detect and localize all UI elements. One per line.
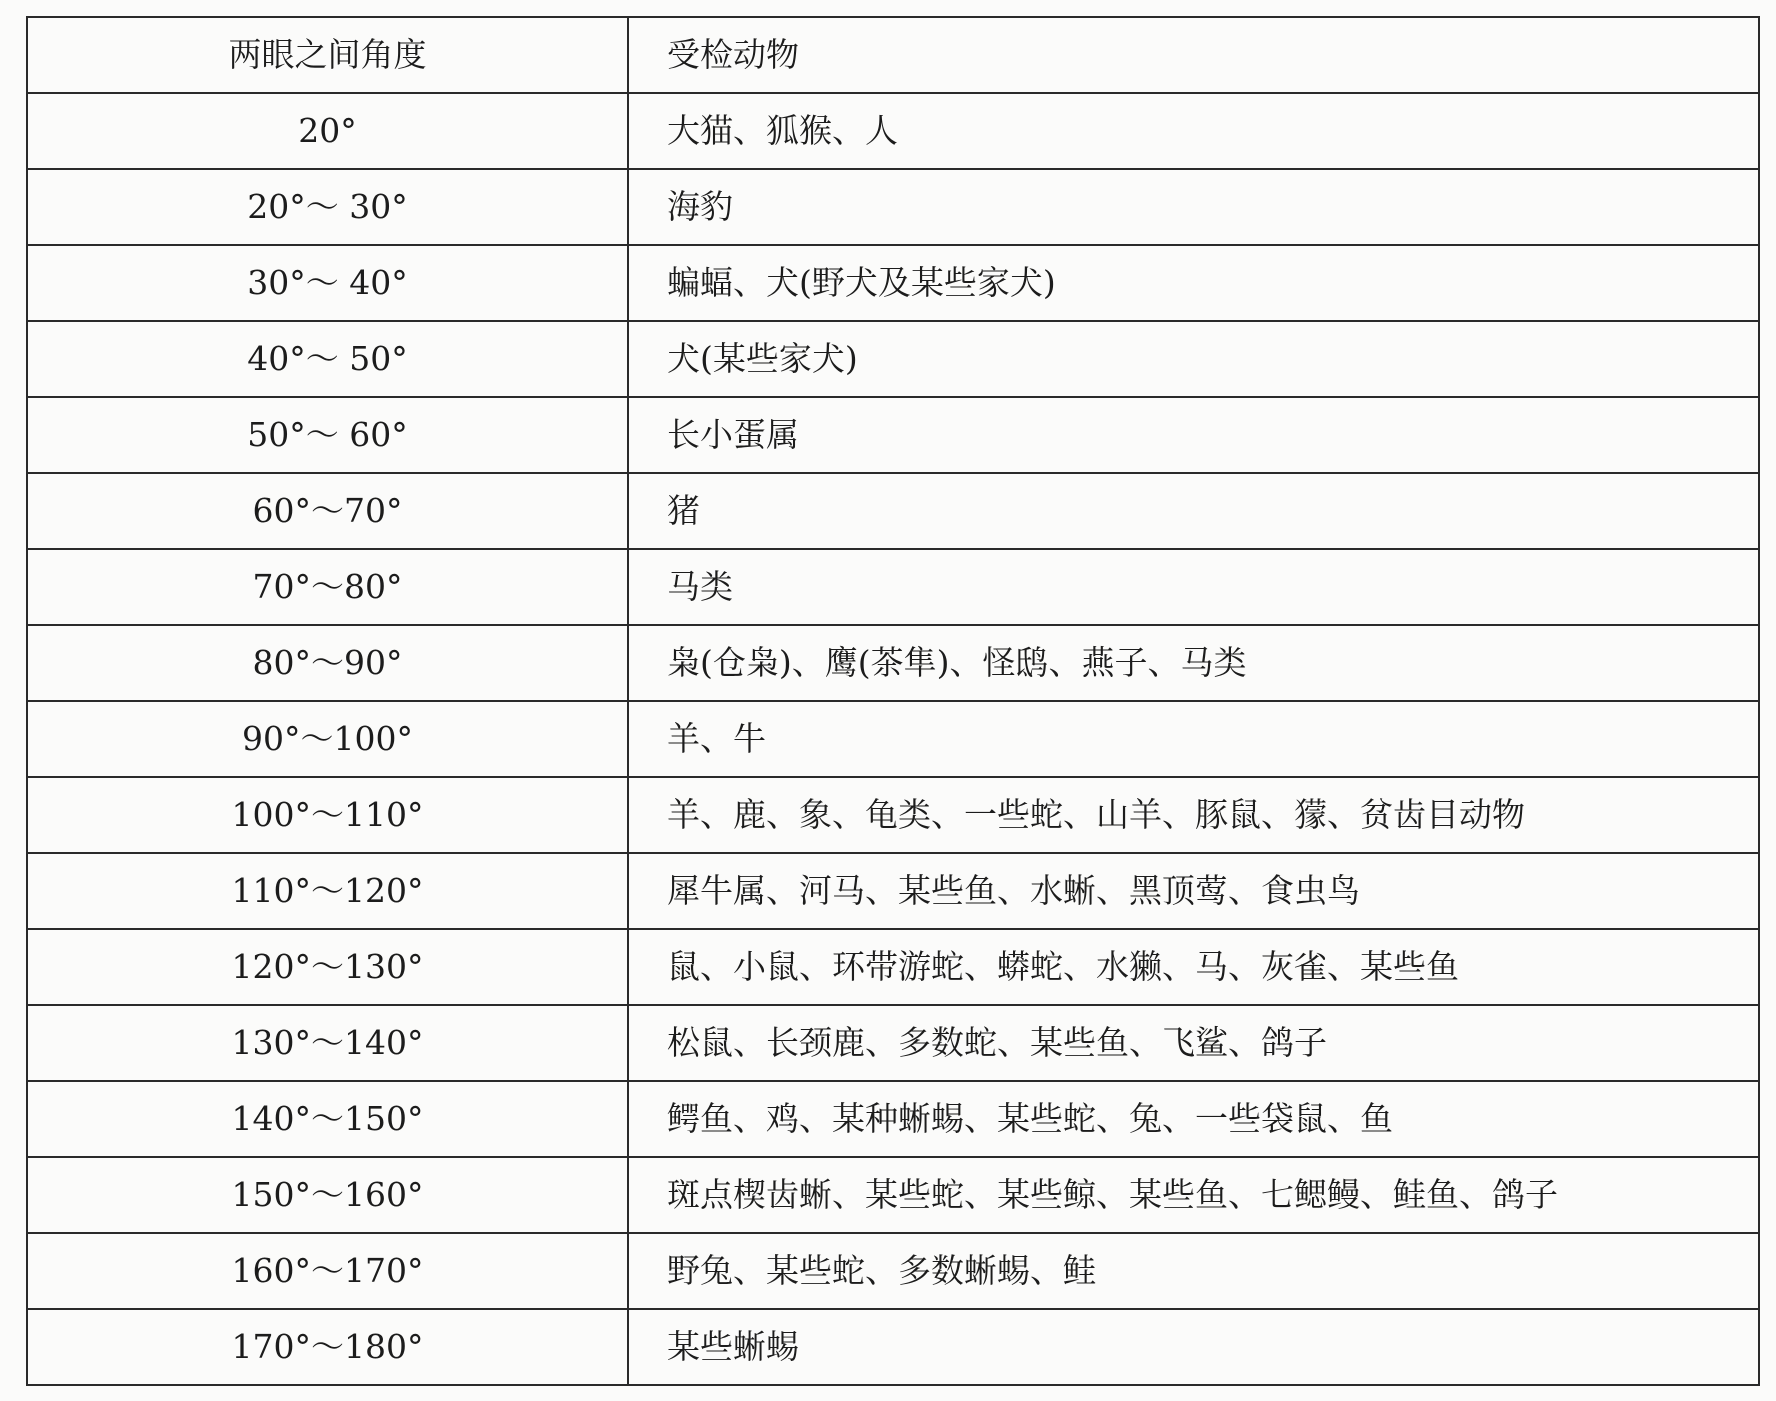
angle-cell: 80°～90°	[27, 625, 628, 701]
angle-cell: 100°～110°	[27, 777, 628, 853]
table-header-row	[27, 17, 1759, 93]
header-eye-angle: 两眼之间角度	[27, 17, 628, 93]
angle-animal-table-container	[26, 16, 1758, 1386]
table-row	[27, 929, 1759, 1005]
animals-cell: 犬(某些家犬)	[628, 321, 1759, 397]
angle-cell: 20°～ 30°	[27, 169, 628, 245]
animals-cell: 猪	[628, 473, 1759, 549]
angle-cell: 90°～100°	[27, 701, 628, 777]
table-row	[27, 321, 1759, 397]
table-row	[27, 1233, 1759, 1309]
table-row	[27, 93, 1759, 169]
animals-cell: 羊、鹿、象、龟类、一些蛇、山羊、豚鼠、獴、贫齿目动物	[628, 777, 1759, 853]
animals-cell: 长小蛋属	[628, 397, 1759, 473]
table-row	[27, 397, 1759, 473]
angle-cell: 110°～120°	[27, 853, 628, 929]
angle-cell: 150°～160°	[27, 1157, 628, 1233]
table-row	[27, 777, 1759, 853]
angle-cell: 130°～140°	[27, 1005, 628, 1081]
angle-cell: 30°～ 40°	[27, 245, 628, 321]
animals-cell: 羊、牛	[628, 701, 1759, 777]
table-row	[27, 473, 1759, 549]
angle-cell: 60°～70°	[27, 473, 628, 549]
table-row	[27, 169, 1759, 245]
header-animals: 受检动物	[628, 17, 1759, 93]
table-row	[27, 549, 1759, 625]
table-row	[27, 701, 1759, 777]
angle-cell: 50°～ 60°	[27, 397, 628, 473]
animals-cell: 松鼠、长颈鹿、多数蛇、某些鱼、飞鲨、鸽子	[628, 1005, 1759, 1081]
angle-cell: 170°～180°	[27, 1309, 628, 1385]
animals-cell: 斑点楔齿蜥、某些蛇、某些鲸、某些鱼、七鳃鳗、鲑鱼、鸽子	[628, 1157, 1759, 1233]
table-row	[27, 853, 1759, 929]
animals-cell: 鳄鱼、鸡、某种蜥蜴、某些蛇、兔、一些袋鼠、鱼	[628, 1081, 1759, 1157]
angle-cell: 140°～150°	[27, 1081, 628, 1157]
table-row	[27, 625, 1759, 701]
angle-cell: 120°～130°	[27, 929, 628, 1005]
angle-cell: 70°～80°	[27, 549, 628, 625]
angle-animal-table	[26, 16, 1760, 1386]
table-row	[27, 1157, 1759, 1233]
animals-cell: 蝙蝠、犬(野犬及某些家犬)	[628, 245, 1759, 321]
table-row	[27, 1081, 1759, 1157]
table-row	[27, 245, 1759, 321]
animals-cell: 马类	[628, 549, 1759, 625]
angle-cell: 20°	[27, 93, 628, 169]
animals-cell: 海豹	[628, 169, 1759, 245]
animals-cell: 犀牛属、河马、某些鱼、水蜥、黑顶莺、食虫鸟	[628, 853, 1759, 929]
animals-cell: 大猫、狐猴、人	[628, 93, 1759, 169]
angle-cell: 160°～170°	[27, 1233, 628, 1309]
table-row	[27, 1005, 1759, 1081]
animals-cell: 野兔、某些蛇、多数蜥蜴、鲑	[628, 1233, 1759, 1309]
animals-cell: 某些蜥蜴	[628, 1309, 1759, 1385]
angle-cell: 40°～ 50°	[27, 321, 628, 397]
table-row	[27, 1309, 1759, 1385]
animals-cell: 枭(仓枭)、鹰(茶隼)、怪鸱、燕子、马类	[628, 625, 1759, 701]
animals-cell: 鼠、小鼠、环带游蛇、蟒蛇、水獭、马、灰雀、某些鱼	[628, 929, 1759, 1005]
